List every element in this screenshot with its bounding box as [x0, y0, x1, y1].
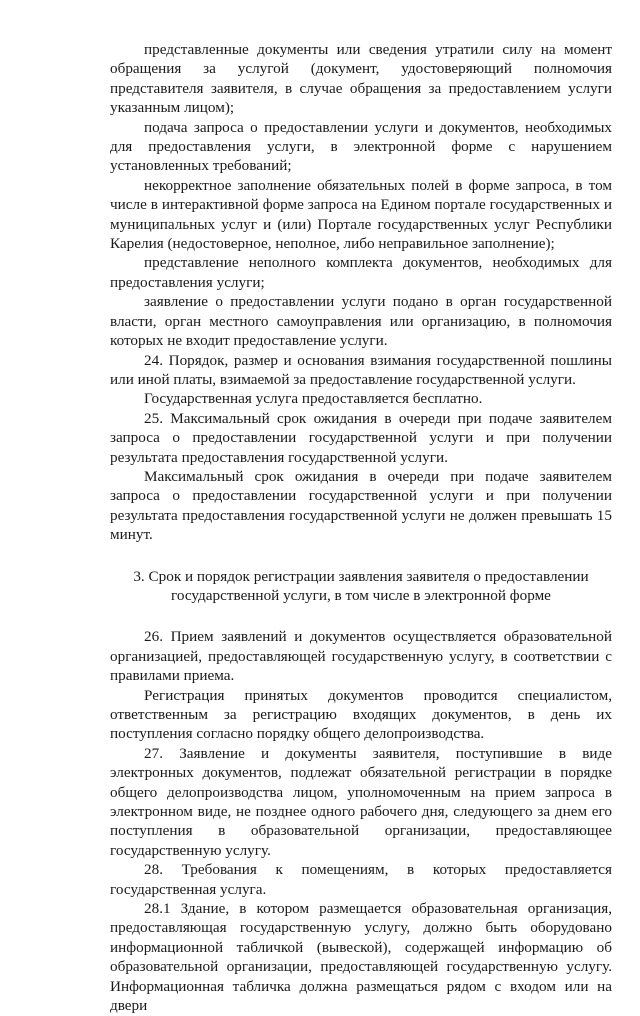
paragraph: представленные документы или сведения утратили силу на момент обращения за услугой (документ, удостоверяющий полномочия представителя заявителя, в случае обращения за предоставлением услуги указанным лицом); [110, 41, 612, 117]
section-heading-line: 3. Срок и порядок регистрации заявления заявителя о предоставлении [133, 567, 589, 585]
paragraph: Максимальный срок ожидания в очереди при подаче заявителем запроса о предоставлении государственной услуги и при получении результата предоставления государственной услуги не должен превышать 15 минут. [110, 467, 612, 544]
spacer [110, 605, 612, 627]
section-heading [120, 567, 602, 606]
paragraph: Государственная услуга предоставляется бесплатно. [144, 390, 483, 408]
paragraph: Регистрация принятых документов проводится специалистом, ответственным за регистрацию входящих документов, в день их поступления согласно порядку общего делопроизводства. [110, 686, 612, 743]
section-heading-line: государственной услуги, в том числе в электронной форме [171, 586, 551, 604]
paragraph: 28. Требования к помещениям, в которых предоставляется государственная услуга. [110, 861, 612, 898]
paragraph: 28.1 Здание, в котором размещается образовательная организация, предоставляющая государственную услугу, должно быть оборудовано информационной табличкой (вывеской), содержащей информацию об образовательной организации, предоставляющей государственную услугу. Информационная табличка должна размещаться рядом с входом или на двери [110, 900, 612, 1015]
paragraph: подача запроса о предоставлении услуги и документов, необходимых для предоставления услуги, в электронной форме с нарушением установленных требований; [110, 118, 612, 175]
paragraph: заявление о предоставлении услуги подано в орган государственной власти, орган местного самоуправления или организацию, в полномочия которых не входит предоставление услуги. [110, 293, 612, 350]
paragraph: 26. Прием заявлений и документов осуществляется образовательной организацией, предоставляющей государственную услугу, в соответствии с правилами приема. [110, 628, 612, 685]
paragraph: 27. Заявление и документы заявителя, поступившие в виде электронных документов, подлежат обязательной регистрации в порядке общего делопроизводства лицом, уполномоченным на прием запроса в электронном виде, не позднее одного рабочего дня, следующего за днем его поступления в образовательной организации, предоставляющее государственную услугу. [110, 744, 612, 859]
spacer [110, 545, 612, 567]
paragraph: представление неполного комплекта документов, необходимых для предоставления услуги; [110, 254, 612, 291]
paragraph: 25. Максимальный срок ожидания в очереди при подаче заявителем запроса о предоставлении государственной услуги и при получении результата предоставления государственной услуги. [110, 409, 612, 466]
paragraph: 24. Порядок, размер и основания взимания государственной пошлины или иной платы, взимаемой за предоставление государственной услуги. [110, 351, 612, 388]
paragraph: некорректное заполнение обязательных полей в форме запроса, в том числе в интерактивной форме запроса на Едином портале государственных и муниципальных услуг и (или) Портале государственных услуг Республики Карелия (недостоверное, неполное, либо неправильное заполнение); [110, 176, 612, 253]
